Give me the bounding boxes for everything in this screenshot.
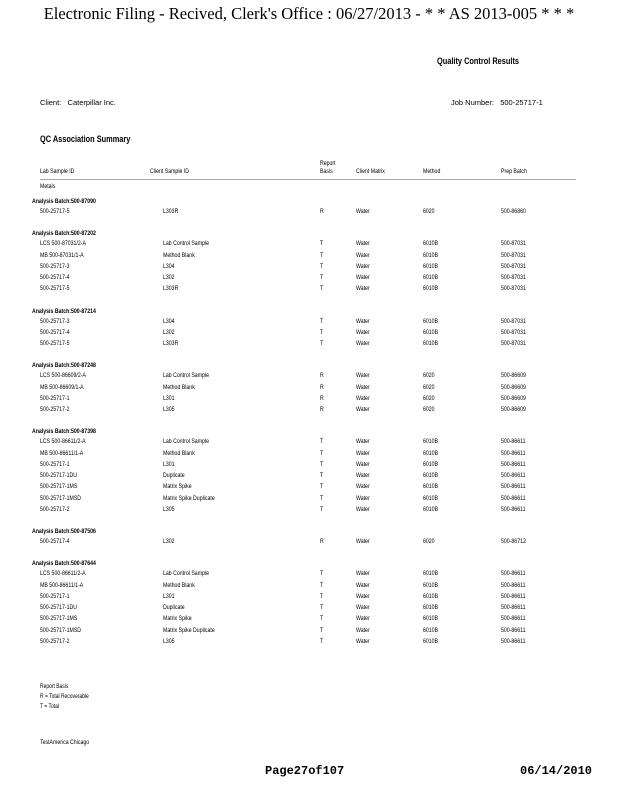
- cell-report-basis: T: [320, 240, 324, 248]
- cell-client-matrix: Water: [356, 472, 370, 479]
- table-row: [0, 272, 618, 283]
- cell-lab-sample-id: 500-25717-2: [40, 406, 70, 413]
- header-rule: [40, 179, 576, 180]
- batch-label: Analysis Batch:500-87202: [32, 230, 96, 238]
- table-row: [0, 580, 618, 591]
- cell-client-matrix: Water: [356, 394, 370, 402]
- cell-method: 6010B: [423, 604, 439, 611]
- cell-report-basis: T: [320, 626, 324, 634]
- table-row: [0, 436, 618, 447]
- cell-client-matrix: Water: [356, 285, 370, 293]
- cell-client-sample-id: L303R: [163, 340, 179, 347]
- cell-report-basis: T: [320, 592, 324, 600]
- cell-client-matrix: Water: [356, 438, 370, 446]
- cell-report-basis: R: [320, 538, 324, 545]
- cell-lab-sample-id: 500-25717-5: [40, 340, 70, 347]
- cell-report-basis: T: [320, 505, 324, 513]
- cell-method: 6010B: [423, 251, 439, 259]
- cell-client-sample-id: L301: [163, 394, 175, 402]
- cell-method: 6010B: [423, 317, 439, 325]
- cell-lab-sample-id: 500-25717-4: [40, 538, 70, 545]
- cell-report-basis: R: [320, 208, 324, 215]
- group-label: Metals: [40, 183, 56, 190]
- cell-client-sample-id: L305: [163, 505, 175, 513]
- cell-lab-sample-id: MB 500-86609/1-A: [40, 383, 84, 391]
- cell-report-basis: T: [320, 604, 324, 611]
- cell-client-sample-id: Method Blank: [163, 449, 195, 457]
- cell-method: 6020: [423, 208, 435, 215]
- job-label: Job Number:: [451, 98, 494, 107]
- cell-prep-batch: 500-87031: [501, 251, 526, 259]
- analysis-batch: [0, 427, 618, 515]
- cell-lab-sample-id: MB 500-87031/1-A: [40, 251, 84, 259]
- cell-report-basis: R: [320, 406, 324, 413]
- cell-prep-batch: 500-87031: [501, 262, 526, 270]
- cell-lab-sample-id: LCS 500-86611/2-A: [40, 570, 86, 578]
- cell-prep-batch: 500-86611: [501, 438, 526, 446]
- legend-item: R = Total Recoverable: [40, 693, 89, 700]
- lab-name: TestAmerica Chicago: [40, 739, 90, 746]
- table-row: [0, 568, 618, 579]
- cell-client-matrix: Water: [356, 449, 370, 457]
- table-row: [0, 327, 618, 338]
- cell-report-basis: T: [320, 340, 324, 347]
- table-row: [0, 250, 618, 261]
- cell-method: 6010B: [423, 274, 439, 281]
- cell-prep-batch: 500-86611: [501, 472, 526, 479]
- cell-client-matrix: Water: [356, 615, 370, 623]
- col-client-matrix: Client Matrix: [356, 168, 385, 175]
- table-row: [0, 206, 618, 217]
- cell-method: 6010B: [423, 449, 439, 457]
- cell-prep-batch: 500-86611: [501, 460, 526, 468]
- table-row: [0, 504, 618, 515]
- cell-client-sample-id: L302: [163, 274, 175, 281]
- cell-method: 6010B: [423, 637, 439, 645]
- cell-report-basis: T: [320, 581, 324, 589]
- cell-prep-batch: 500-86611: [501, 604, 526, 611]
- cell-client-sample-id: Method Blank: [163, 383, 195, 391]
- cell-method: 6010B: [423, 460, 439, 468]
- cell-lab-sample-id: 500-25717-2: [40, 505, 70, 513]
- cell-report-basis: T: [320, 615, 324, 623]
- batch-label: Analysis Batch:500-87090: [32, 198, 96, 205]
- cell-client-sample-id: L303R: [163, 285, 179, 293]
- table-row: [0, 338, 618, 349]
- cell-client-sample-id: Matrix Spike Duplicate: [163, 626, 215, 634]
- cell-report-basis: R: [320, 383, 324, 391]
- cell-lab-sample-id: 500-25717-1MS: [40, 615, 78, 623]
- batch-label: Analysis Batch:500-87644: [32, 560, 96, 568]
- cell-prep-batch: 500-87031: [501, 240, 526, 248]
- table-row: [0, 382, 618, 393]
- cell-prep-batch: 500-86860: [501, 208, 526, 215]
- cell-client-sample-id: L305: [163, 637, 175, 645]
- table-row: [0, 261, 618, 272]
- filing-banner: Electronic Filing - Recived, Clerk's Office : 06/27/2013 - * * AS 2013-005 * * *: [43, 4, 575, 23]
- batch-label: Analysis Batch:500-87248: [32, 362, 96, 370]
- table-row: [0, 316, 618, 327]
- cell-prep-batch: 500-86609: [501, 406, 526, 413]
- cell-prep-batch: 500-86611: [501, 449, 526, 457]
- cell-method: 6010B: [423, 340, 439, 347]
- batch-label: Analysis Batch:500-87398: [32, 428, 96, 436]
- col-prep-batch: Prep Batch: [501, 168, 527, 175]
- cell-report-basis: T: [320, 637, 324, 645]
- cell-method: 6010B: [423, 592, 439, 600]
- cell-client-sample-id: L302: [163, 538, 175, 545]
- cell-report-basis: T: [320, 570, 324, 578]
- analysis-batch: [0, 527, 618, 547]
- cell-client-sample-id: Lab Control Sample: [163, 240, 209, 248]
- cell-lab-sample-id: 500-25717-1DU: [40, 472, 78, 479]
- cell-client-sample-id: L301: [163, 460, 175, 468]
- cell-client-sample-id: Duplicate: [163, 604, 185, 611]
- cell-method: 6020: [423, 383, 435, 391]
- table-row: [0, 625, 618, 636]
- cell-client-matrix: Water: [356, 505, 370, 513]
- table-row: [0, 636, 618, 647]
- cell-lab-sample-id: 500-25717-1: [40, 460, 70, 468]
- cell-client-matrix: Water: [356, 494, 370, 502]
- table-row: [0, 591, 618, 602]
- cell-client-matrix: Water: [356, 626, 370, 634]
- cell-report-basis: R: [320, 394, 324, 402]
- cell-client-matrix: Water: [356, 372, 370, 380]
- analysis-batch: [0, 229, 618, 294]
- cell-prep-batch: 500-87031: [501, 285, 526, 293]
- report-basis-legend: [40, 682, 89, 712]
- cell-report-basis: T: [320, 472, 324, 479]
- batch-list: [0, 197, 618, 659]
- cell-prep-batch: 500-87031: [501, 317, 526, 325]
- cell-client-matrix: Water: [356, 570, 370, 578]
- cell-method: 6010B: [423, 328, 439, 336]
- report-title: Quality Control Results: [437, 56, 520, 66]
- section-title: QC Association Summary: [40, 134, 131, 144]
- cell-client-matrix: Water: [356, 460, 370, 468]
- cell-method: 6010B: [423, 581, 439, 589]
- cell-prep-batch: 500-86712: [501, 538, 526, 545]
- cell-client-sample-id: L303R: [163, 208, 179, 215]
- cell-client-matrix: Water: [356, 383, 370, 391]
- cell-prep-batch: 500-87031: [501, 340, 526, 347]
- page-number: Page27of107: [265, 764, 345, 778]
- cell-client-matrix: Water: [356, 328, 370, 336]
- cell-lab-sample-id: LCS 500-86611/2-A: [40, 438, 86, 446]
- table-row: [0, 283, 618, 294]
- cell-report-basis: T: [320, 438, 324, 446]
- cell-prep-batch: 500-86609: [501, 383, 526, 391]
- cell-report-basis: T: [320, 262, 324, 270]
- cell-client-sample-id: Lab Control Sample: [163, 570, 209, 578]
- cell-client-matrix: Water: [356, 592, 370, 600]
- cell-client-matrix: Water: [356, 538, 370, 545]
- cell-lab-sample-id: 500-25717-2: [40, 637, 70, 645]
- client-line: [40, 98, 116, 107]
- cell-report-basis: T: [320, 285, 324, 293]
- cell-lab-sample-id: 500-25717-1: [40, 592, 70, 600]
- cell-client-sample-id: L301: [163, 592, 175, 600]
- cell-client-matrix: Water: [356, 406, 370, 413]
- cell-lab-sample-id: 500-25717-5: [40, 208, 70, 215]
- cell-prep-batch: 500-86609: [501, 394, 526, 402]
- table-row: [0, 404, 618, 415]
- col-method: Method: [423, 168, 441, 175]
- table-header: [0, 152, 618, 176]
- cell-prep-batch: 500-86611: [501, 592, 526, 600]
- cell-method: 6010B: [423, 494, 439, 502]
- cell-client-sample-id: Method Blank: [163, 251, 195, 259]
- cell-method: 6010B: [423, 262, 439, 270]
- cell-client-sample-id: Matrix Spike: [163, 483, 192, 491]
- cell-report-basis: T: [320, 460, 324, 468]
- cell-client-sample-id: Lab Control Sample: [163, 372, 209, 380]
- cell-client-matrix: Water: [356, 274, 370, 281]
- cell-method: 6010B: [423, 438, 439, 446]
- cell-report-basis: T: [320, 328, 324, 336]
- cell-lab-sample-id: 500-25717-1: [40, 394, 70, 402]
- cell-method: 6010B: [423, 570, 439, 578]
- cell-method: 6020: [423, 406, 435, 413]
- cell-method: 6020: [423, 538, 435, 545]
- cell-client-matrix: Water: [356, 340, 370, 347]
- cell-client-sample-id: Duplicate: [163, 472, 185, 479]
- cell-prep-batch: 500-86611: [501, 615, 526, 623]
- cell-client-matrix: Water: [356, 604, 370, 611]
- analysis-batch: [0, 307, 618, 350]
- table-row: [0, 393, 618, 404]
- cell-report-basis: T: [320, 449, 324, 457]
- cell-lab-sample-id: MB 500-86611/1-A: [40, 581, 84, 589]
- job-value: 500-25717-1: [500, 98, 543, 107]
- analysis-batch: [0, 197, 618, 217]
- cell-client-matrix: Water: [356, 240, 370, 248]
- table-row: [0, 370, 618, 381]
- cell-prep-batch: 500-86611: [501, 637, 526, 645]
- cell-client-matrix: Water: [356, 317, 370, 325]
- cell-lab-sample-id: 500-25717-1MS: [40, 483, 78, 491]
- table-row: [0, 602, 618, 613]
- table-row: [0, 481, 618, 492]
- job-line: [451, 98, 543, 107]
- cell-lab-sample-id: 500-25717-3: [40, 262, 70, 270]
- cell-client-sample-id: L304: [163, 317, 175, 325]
- cell-lab-sample-id: 500-25717-4: [40, 328, 70, 336]
- cell-client-matrix: Water: [356, 251, 370, 259]
- cell-prep-batch: 500-86611: [501, 626, 526, 634]
- cell-method: 6010B: [423, 472, 439, 479]
- cell-prep-batch: 500-87031: [501, 328, 526, 336]
- cell-prep-batch: 500-86611: [501, 570, 526, 578]
- cell-prep-batch: 500-86611: [501, 494, 526, 502]
- batch-label: Analysis Batch:500-87214: [32, 307, 96, 315]
- cell-client-matrix: Water: [356, 208, 370, 215]
- cell-method: 6010B: [423, 483, 439, 491]
- cell-client-matrix: Water: [356, 483, 370, 491]
- cell-method: 6020: [423, 372, 435, 380]
- cell-client-sample-id: Matrix Spike Duplicate: [163, 494, 215, 502]
- cell-method: 6010B: [423, 615, 439, 623]
- cell-lab-sample-id: 500-25717-5: [40, 285, 70, 293]
- cell-client-sample-id: L304: [163, 262, 175, 270]
- cell-prep-batch: 500-86611: [501, 581, 526, 589]
- page-date: 06/14/2010: [520, 764, 593, 778]
- table-row: [0, 536, 618, 547]
- cell-report-basis: T: [320, 274, 324, 281]
- cell-prep-batch: 500-86611: [501, 505, 526, 513]
- cell-method: 6010B: [423, 626, 439, 634]
- table-row: [0, 448, 618, 459]
- cell-lab-sample-id: 500-25717-1MSD: [40, 494, 82, 502]
- client-label: Client:: [40, 98, 62, 107]
- cell-lab-sample-id: 500-25717-4: [40, 274, 70, 281]
- cell-method: 6010B: [423, 285, 439, 293]
- legend-item: T = Total: [40, 703, 59, 710]
- table-row: [0, 470, 618, 481]
- cell-client-matrix: Water: [356, 581, 370, 589]
- cell-client-sample-id: L305: [163, 406, 175, 413]
- table-row: [0, 238, 618, 249]
- analysis-batch: [0, 559, 618, 647]
- cell-client-matrix: Water: [356, 637, 370, 645]
- cell-method: 6010B: [423, 240, 439, 248]
- cell-client-sample-id: Lab Control Sample: [163, 438, 209, 446]
- table-row: [0, 459, 618, 470]
- cell-client-sample-id: Method Blank: [163, 581, 195, 589]
- cell-method: 6020: [423, 394, 435, 402]
- cell-method: 6010B: [423, 505, 439, 513]
- table-row: [0, 493, 618, 504]
- col-report-basis: Report Basis: [320, 160, 336, 175]
- cell-report-basis: T: [320, 494, 324, 502]
- cell-client-matrix: Water: [356, 262, 370, 270]
- cell-lab-sample-id: 500-25717-1MSD: [40, 626, 82, 634]
- cell-lab-sample-id: MB 500-86611/1-A: [40, 449, 84, 457]
- batch-label: Analysis Batch:500-87506: [32, 528, 96, 535]
- cell-prep-batch: 500-86609: [501, 372, 526, 380]
- table-row: [0, 613, 618, 624]
- cell-report-basis: T: [320, 483, 324, 491]
- client-value: Caterpillar Inc.: [67, 98, 116, 107]
- cell-report-basis: T: [320, 251, 324, 259]
- legend-title: Report Basis: [40, 683, 69, 690]
- cell-prep-batch: 500-87031: [501, 274, 526, 281]
- cell-client-sample-id: Matrix Spike: [163, 615, 192, 623]
- cell-lab-sample-id: 500-25717-1DU: [40, 604, 78, 611]
- cell-lab-sample-id: 500-25717-3: [40, 317, 70, 325]
- cell-lab-sample-id: LCS 500-86609/2-A: [40, 372, 86, 380]
- cell-prep-batch: 500-86611: [501, 483, 526, 491]
- cell-lab-sample-id: LCS 500-87031/2-A: [40, 240, 86, 248]
- cell-report-basis: R: [320, 372, 324, 380]
- cell-client-sample-id: L302: [163, 328, 175, 336]
- col-lab-sample-id: Lab Sample ID: [40, 168, 75, 175]
- analysis-batch: [0, 361, 618, 415]
- col-client-sample-id: Client Sample ID: [150, 168, 190, 175]
- cell-report-basis: T: [320, 317, 324, 325]
